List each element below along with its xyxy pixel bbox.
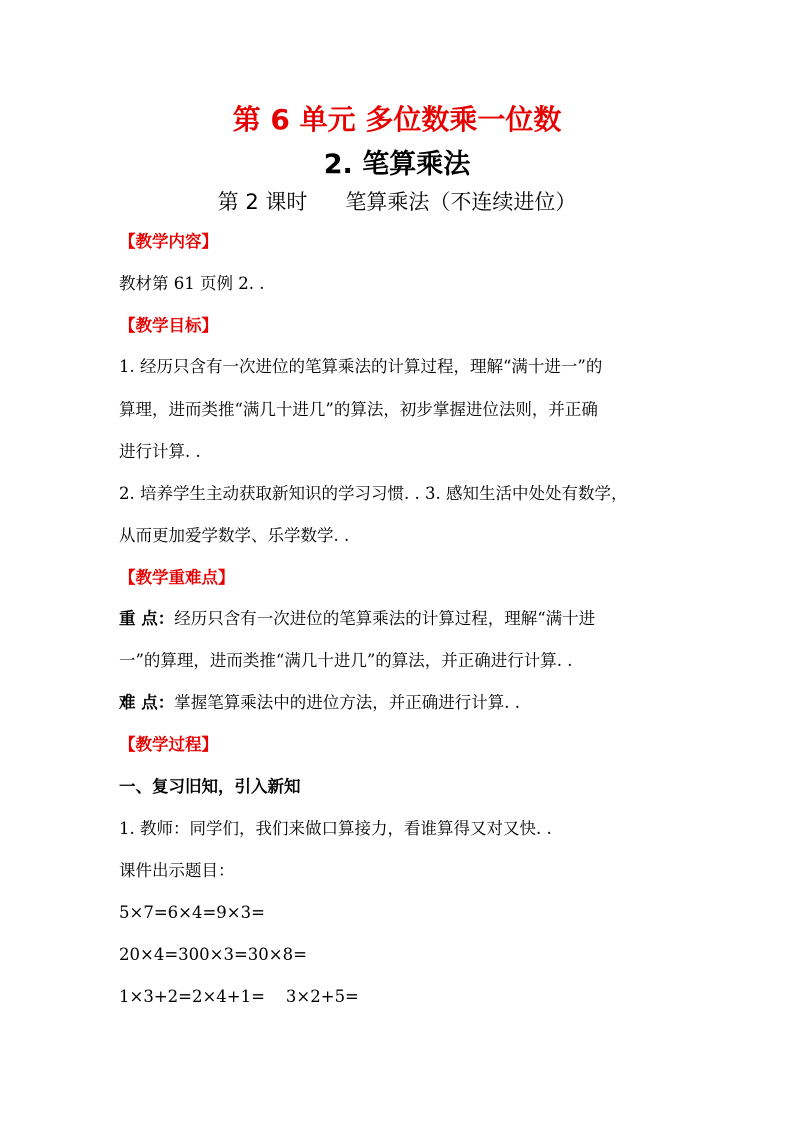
content-text: 教材第 61 页例 2. . xyxy=(119,274,265,293)
unit-title: 第 6 单元 多位数乘一位数 xyxy=(232,103,562,136)
process-line: 课件出示题目： xyxy=(119,861,235,880)
difficult-label: 难 点： xyxy=(119,693,175,712)
goals-line: 进行计算. . xyxy=(119,442,201,461)
section-title: 2. 笔算乘法 xyxy=(323,149,471,180)
key-points-heading: 【教学重难点】 xyxy=(119,568,235,587)
process-line: 1. 教师：同学们，我们来做口算接力，看谁算得又对又快. . xyxy=(119,819,552,838)
goals-line: 算理，进而类推“满几十进几”的算法，初步掌握进位法则，并正确 xyxy=(119,400,598,419)
difficult-point-line xyxy=(119,692,679,714)
process-subheading: 一、复习旧知，引入新知 xyxy=(119,777,301,796)
key-point-line xyxy=(119,608,679,630)
difficult-text: 掌握笔算乘法中的进位方法，并正确进行计算. . xyxy=(174,693,520,712)
goals-line: 从而更加爱学数学、乐学数学. . xyxy=(119,526,350,545)
lesson-title-line xyxy=(0,186,794,216)
content-heading: 【教学内容】 xyxy=(119,232,218,251)
goals-line: 2. 培养学生主动获取新知识的学习习惯. . 3. 感知生活中处处有数学， xyxy=(119,484,628,503)
process-line: 20×4=300×3=30×8= xyxy=(119,945,307,964)
lesson-title: 笔算乘法（不连续进位） xyxy=(345,190,577,214)
process-heading: 【教学过程】 xyxy=(119,735,218,754)
key-point-line: 一”的算理，进而类推“满几十进几”的算法，并正确进行计算. . xyxy=(119,651,573,670)
process-line: 5×7=6×4=9×3= xyxy=(119,903,265,922)
goals-heading: 【教学目标】 xyxy=(119,316,218,335)
lesson-label: 第 2 课时 xyxy=(217,190,308,214)
key-label: 重 点： xyxy=(119,609,175,628)
process-line: 1×3+2=2×4+1= 3×2+5= xyxy=(119,987,359,1006)
key-text: 经历只含有一次进位的笔算乘法的计算过程，理解“满十进 xyxy=(174,609,596,628)
goals-line: 1. 经历只含有一次进位的笔算乘法的计算过程，理解“满十进一”的 xyxy=(119,357,603,376)
